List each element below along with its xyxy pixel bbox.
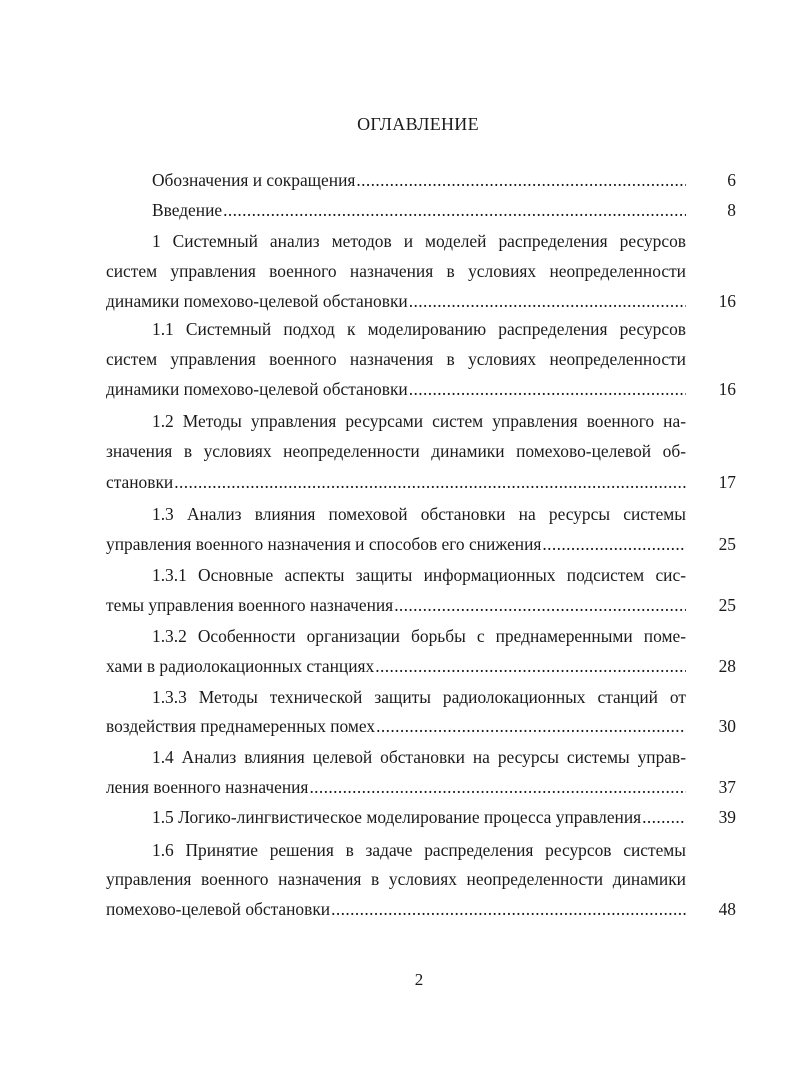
toc-entry-line: 1.3.2 Особенности организации борьбы с преднамеренными поме- [152, 626, 686, 646]
toc-entry-line: значения в условиях неопределенности динамики помехово-целевой об- [106, 441, 686, 461]
toc-page-number: 25 [718, 534, 736, 554]
toc-entry-text: Обозначения и сокращения [152, 170, 356, 190]
toc-entry-line [106, 467, 686, 497]
toc-entry-text: хами в радиолокационных станциях [106, 656, 375, 676]
dot-leader [409, 286, 686, 316]
toc-page-number: 25 [718, 595, 736, 615]
toc-entry-line: 1.3.3 Методы технической защиты радиолокационных станций от [152, 687, 686, 707]
toc-page-number: 30 [718, 716, 736, 736]
toc-entry-line: 1.1 Системный подход к моделированию распределения ресурсов [152, 319, 686, 339]
toc-entry-text: ления военного назначения [106, 777, 309, 797]
dot-leader [376, 711, 686, 741]
dot-leader [174, 467, 686, 497]
toc-page-number: 48 [718, 899, 736, 919]
toc-page-number: 6 [727, 170, 736, 190]
toc-entry-line [152, 165, 686, 195]
toc-page-number: 17 [718, 472, 736, 492]
toc-entry-text: динамики помехово-целевой обстановки [106, 379, 408, 399]
toc-entry-line [106, 374, 686, 404]
toc-page-number: 28 [718, 656, 736, 676]
toc-entry-line: 1.3 Анализ влияния помеховой обстановки на ресурсы системы [152, 504, 686, 524]
dot-leader [331, 894, 686, 924]
toc-entry-line [106, 590, 686, 620]
toc-entry-line [152, 802, 686, 832]
toc-page-number: 8 [727, 200, 736, 220]
dot-leader [409, 374, 686, 404]
dot-leader [542, 529, 686, 559]
toc-entry-line: 1.4 Анализ влияния целевой обстановки на ресурсы системы управ- [152, 747, 686, 767]
toc-entry-line [152, 195, 686, 225]
toc-entry-text: управления военного назначения и способов его снижения [106, 534, 542, 554]
toc-entry-line: систем управления военного назначения в условиях неопределенности [106, 349, 686, 369]
toc-entry-line [106, 651, 686, 681]
dot-leader [223, 195, 686, 225]
toc-page-number: 37 [718, 777, 736, 797]
page-title: ОГЛАВЛЕНИЕ [357, 114, 479, 134]
toc-entry-line [106, 529, 686, 559]
toc-entry-line: 1.6 Принятие решения в задаче распределения ресурсов системы [152, 840, 686, 860]
toc-entry-text: Введение [152, 200, 223, 220]
toc-entry-line: 1 Системный анализ методов и моделей распределения ресурсов [152, 231, 686, 251]
dot-leader [642, 802, 686, 832]
dot-leader [375, 651, 686, 681]
dot-leader [394, 590, 686, 620]
toc-entry-text: воздействия преднамеренных помех [106, 716, 376, 736]
toc-entry-text: помехово-целевой обстановки [106, 899, 331, 919]
toc-entry-line [106, 772, 686, 802]
toc-entry-line: систем управления военного назначения в условиях неопределенности [106, 261, 686, 281]
toc-entry-line [106, 894, 686, 924]
toc-entry-line: 1.3.1 Основные аспекты защиты информационных подсистем сис- [152, 565, 686, 585]
toc-entry-line [106, 286, 686, 316]
toc-entry-text: 1.5 Логико-лингвистическое моделирование процесса управления [152, 807, 642, 827]
toc-entry-line: 1.2 Методы управления ресурсами систем управления военного на- [152, 411, 686, 431]
page-number: 2 [414, 970, 424, 989]
toc-page-number: 39 [718, 807, 736, 827]
toc-entry-text: динамики помехово-целевой обстановки [106, 291, 408, 311]
dot-leader [356, 165, 686, 195]
toc-page-number: 16 [718, 379, 736, 399]
toc-entry-text: темы управления военного назначения [106, 595, 394, 615]
toc-entry-line: управления военного назначения в условиях неопределенности динамики [106, 869, 686, 889]
toc-page-number: 16 [718, 291, 736, 311]
dot-leader [309, 772, 686, 802]
toc-entry-line [106, 711, 686, 741]
toc-entry-text: становки [106, 472, 174, 492]
